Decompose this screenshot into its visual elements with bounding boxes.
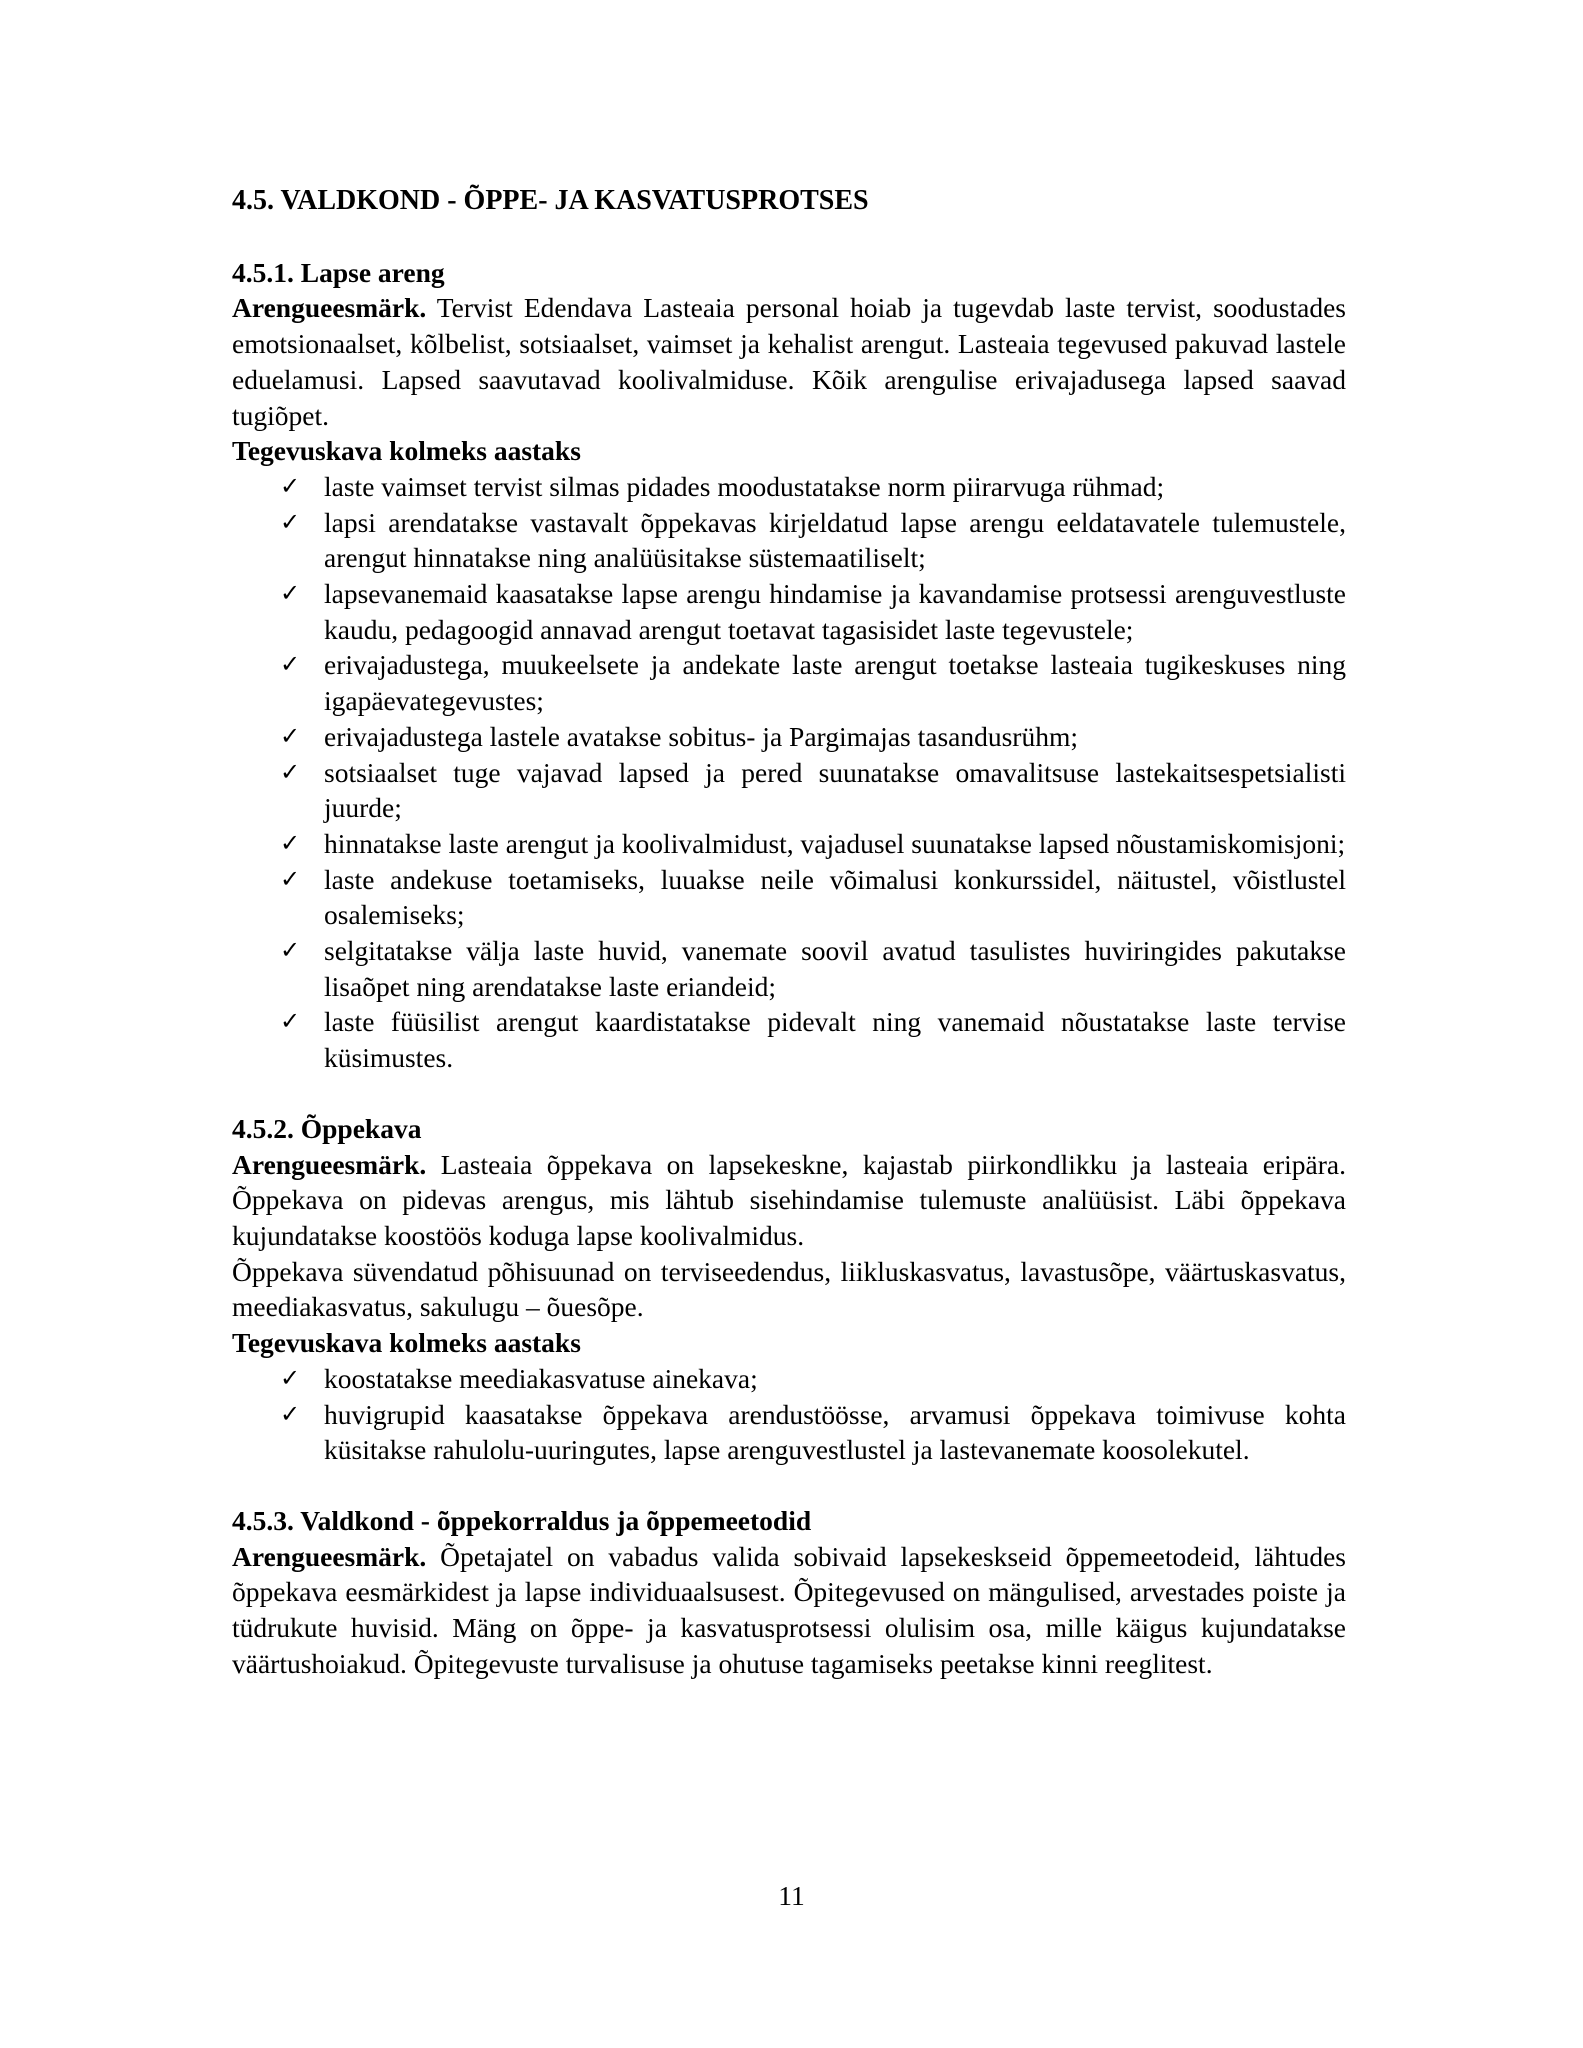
body-paragraph: Õppekava süvendatud põhisuunad on terviseedendus, liikluskasvatus, lavastusõpe, väärtuskasvatus, meediakasvatus, sakulugu – õuesõpe. — [232, 1255, 1346, 1323]
checkmark-icon: ✓ — [280, 828, 301, 857]
checkmark-icon: ✓ — [280, 1007, 301, 1036]
section-heading: 4.5.1. Lapse areng — [232, 256, 445, 288]
checkmark-icon: ✓ — [280, 579, 301, 608]
goal-label: Arengueesmärk. — [232, 1148, 427, 1180]
checkmark-icon: ✓ — [280, 757, 301, 786]
list-item-text: lapsi arendatakse vastavalt õppekavas kirjeldatud lapse arengu eeldatavatele tulemustele, arengut hinnatakse ning analüüsitakse süstemaatiliselt; — [324, 506, 1346, 574]
goal-text: Õpetajatel on vabadus valida sobivaid lapsekeskseid õppemeetodeid, lähtudes õppekava eesmärkidest ja lapse individuaalsusest. Õpitegevused on mängulised, arvestades poiste ja tüdrukute huvisid. Mäng on õppe- ja kasvatusprotsessi olulisim osa, mille käigus kujundatakse väärtushoiakud. Õpitegevuste turvalisuse ja ohutuse tagamiseks peetakse kinni reeglitest. — [232, 1540, 1346, 1679]
list-item — [232, 647, 1346, 718]
goal-paragraph — [232, 290, 1346, 433]
checkmark-icon: ✓ — [280, 721, 301, 750]
plan-heading: Tegevuskava kolmeks aastaks — [232, 1327, 581, 1359]
list-item-text: lapsevanemaid kaasatakse lapse arengu hindamise ja kavandamise protsessi arenguvestluste kaudu, pedagoogid annavad arengut toetavat tagasisidet laste tegevustele; — [324, 578, 1346, 645]
list-item — [232, 505, 1346, 576]
section-heading: 4.5.2. Õppekava — [232, 1112, 422, 1144]
page-number: 11 — [778, 1880, 805, 1911]
list-item-text: laste vaimset tervist silmas pidades moodustatakse norm piirarvuga rühmad; — [324, 470, 1165, 502]
list-item — [232, 576, 1346, 647]
list-item — [232, 1397, 1346, 1468]
list-item-text: huvigrupid kaasatakse õppekava arendustöösse, arvamusi õppekava toimivuse kohta küsitakse rahulolu-uuringutes, lapse arenguvestlustel ja lastevanemate koosolekutel. — [324, 1398, 1346, 1466]
checklist — [232, 1361, 1346, 1468]
list-item — [232, 1361, 1346, 1397]
checkmark-icon: ✓ — [280, 1399, 301, 1428]
list-item — [232, 1004, 1346, 1075]
checkmark-icon: ✓ — [280, 1363, 301, 1392]
section-oppekorraldus — [232, 1503, 1346, 1682]
goal-label: Arengueesmärk. — [232, 1540, 427, 1572]
list-item — [232, 469, 1346, 505]
list-item-text: selgitatakse välja laste huvid, vanemate soovil avatud tasulistes huviringides pakutakse lisaõpet ning arendatakse laste eriandeid; — [324, 935, 1346, 1002]
list-item — [232, 933, 1346, 1004]
checkmark-icon: ✓ — [280, 650, 301, 679]
section-spacer — [232, 1076, 1346, 1111]
list-item-text: laste andekuse toetamiseks, luuakse neile võimalusi konkurssidel, näitustel, võistlustel osalemiseks; — [324, 863, 1346, 931]
checkmark-icon: ✓ — [280, 864, 301, 893]
checklist — [232, 469, 1346, 1076]
goal-paragraph — [232, 1147, 1346, 1254]
checkmark-icon: ✓ — [280, 471, 301, 500]
list-item-text: erivajadustega, muukeelsete ja andekate laste arengut toetakse lasteaia tugikeskuses ning igapäevategevustes; — [324, 649, 1346, 717]
list-item-text: laste füüsilist arengut kaardistatakse pidevalt ning vanemaid nõustatakse laste tervise küsimustes. — [324, 1006, 1346, 1074]
goal-paragraph — [232, 1539, 1346, 1682]
checkmark-icon: ✓ — [280, 507, 301, 536]
list-item-text: hinnatakse laste arengut ja koolivalmidust, vajadusel suunatakse lapsed nõustamiskomisjoni; — [324, 827, 1346, 859]
checkmark-icon: ✓ — [280, 936, 301, 965]
goal-text: Tervist Edendava Lasteaia personal hoiab ja tugevdab laste tervist, soodustades emotsionaalset, kõlbelist, sotsiaalset, vaimset ja kehalist arengut. Lasteaia tegevused pakuvad lastele eduelamusi. Lapsed saavutavad koolivalmiduse. Kõik arengulise erivajadusega lapsed saavad tugiõpet. — [232, 292, 1346, 431]
document-title: 4.5. VALDKOND - ÕPPE- JA KASVATUSPROTSES — [232, 185, 869, 216]
list-item — [232, 862, 1346, 933]
section-spacer — [232, 1468, 1346, 1503]
section-oppekava — [232, 1111, 1346, 1468]
list-item — [232, 826, 1346, 862]
section-lapse-areng — [232, 255, 1346, 1076]
list-item-text: sotsiaalset tuge vajavad lapsed ja pered suunatakse omavalitsuse lastekaitsespetsialisti juurde; — [324, 756, 1346, 824]
list-item — [232, 719, 1346, 755]
section-heading: 4.5.3. Valdkond - õppekorraldus ja õppemeetodid — [232, 1504, 812, 1536]
plan-heading: Tegevuskava kolmeks aastaks — [232, 435, 581, 467]
goal-text: Lasteaia õppekava on lapsekeskne, kajastab piirkondlikku ja lasteaia eripära. Õppekava on pidevas arengus, mis lähtub sisehindamise tulemuste analüüsist. Läbi õppekava kujundatakse koostöös koduga lapse koolivalmidus. — [232, 1148, 1346, 1251]
list-item-text: koostatakse meediakasvatuse ainekava; — [324, 1362, 758, 1394]
list-item — [232, 755, 1346, 826]
goal-label: Arengueesmärk. — [232, 292, 427, 324]
document-page — [232, 183, 1346, 1681]
list-item-text: erivajadustega lastele avatakse sobitus- ja Pargimajas tasandusrühm; — [324, 720, 1078, 752]
